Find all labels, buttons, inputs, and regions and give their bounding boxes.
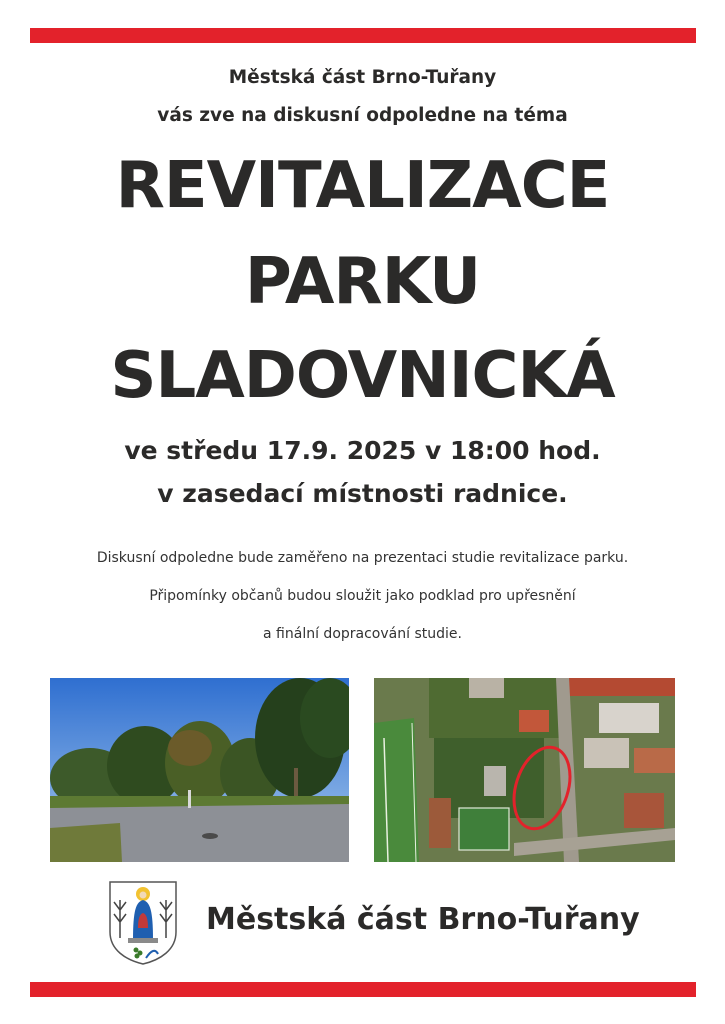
coat-of-arms-icon	[108, 880, 178, 966]
park-photo	[50, 678, 349, 862]
aerial-map-photo	[374, 678, 675, 862]
description-line-2: Připomínky občanů budou sloužit jako podklad pro upřesnění	[149, 588, 576, 604]
headline-line-2: PARKU	[244, 245, 481, 319]
event-datetime: ve středu 17.9. 2025 v 18:00 hod.	[124, 436, 601, 465]
invite-line: vás zve na diskusní odpoledne na téma	[157, 105, 568, 126]
organizer-heading: Městská část Brno-Tuřany	[228, 67, 497, 88]
top-accent-bar	[30, 28, 696, 43]
footer-organizer-name: Městská část Brno-Tuřany	[206, 902, 640, 937]
description-line-1: Diskusní odpoledne bude zaměřeno na prezentaci studie revitalizace parku.	[96, 550, 629, 566]
bottom-accent-bar	[30, 982, 696, 997]
description-line-3: a finální dopracování studie.	[263, 626, 462, 642]
event-place: v zasedací místnosti radnice.	[157, 479, 568, 508]
headline-line-1: REVITALIZACE	[115, 149, 610, 223]
headline-line-3: SLADOVNICKÁ	[110, 339, 615, 413]
